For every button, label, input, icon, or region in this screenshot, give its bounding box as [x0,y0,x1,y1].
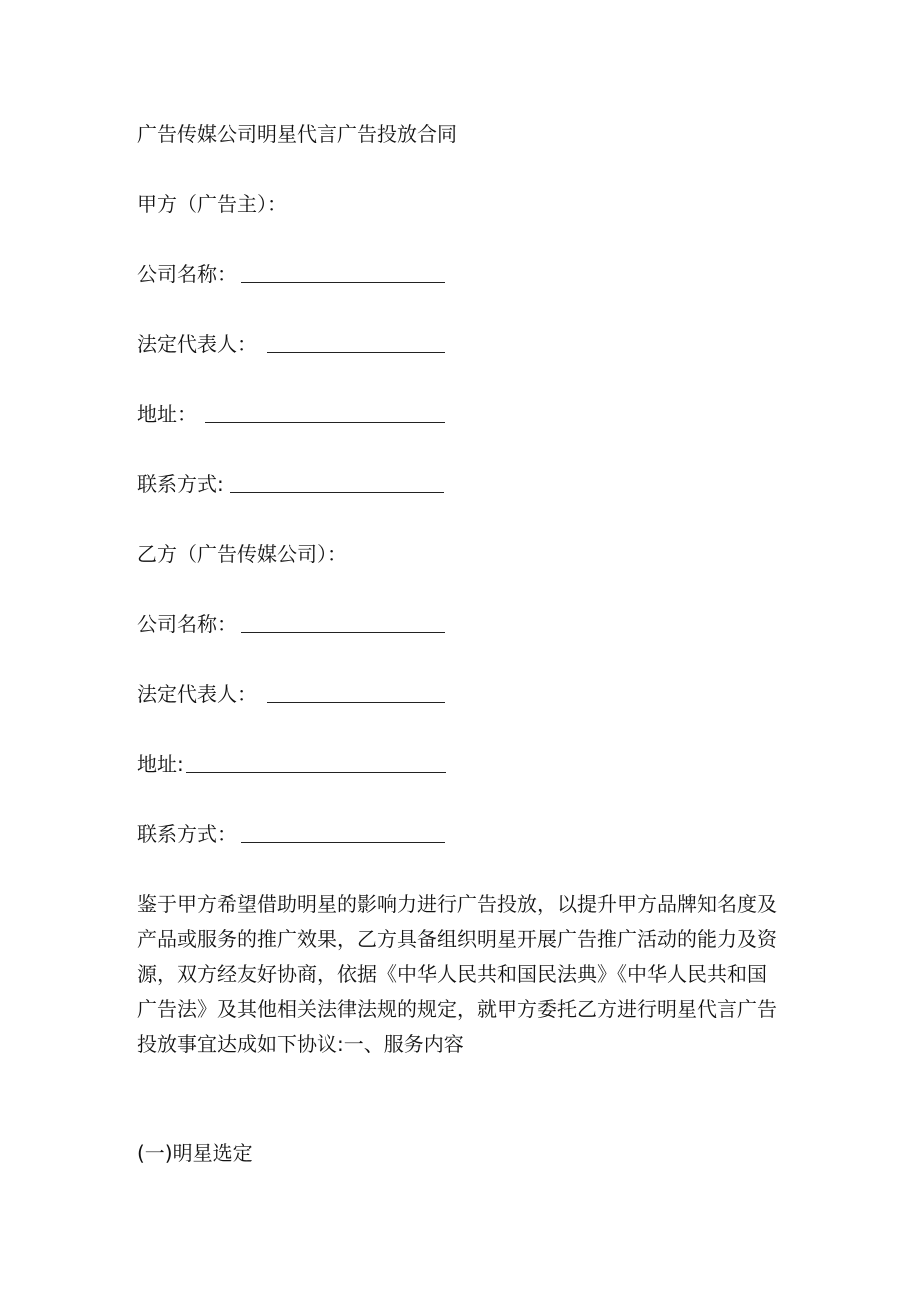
section-1-heading-text: (一)明星选定 [137,1141,253,1165]
party-a-address-blank[interactable] [205,404,445,423]
party-b-company-row [137,612,445,636]
party-b-address-label: 地址: [137,752,184,776]
party-a-company-label: 公司名称： [137,262,237,286]
contract-title [137,122,457,146]
party-a-company-row [137,262,445,286]
party-b-rep-blank[interactable] [267,684,445,703]
party-a-address-label: 地址： [137,402,197,426]
party-b-address-row [137,752,446,776]
party-b-contact-blank[interactable] [241,824,445,843]
preamble-paragraph [137,887,787,1062]
preamble-line: 广告法》及其他相关法律法规的规定，就甲方委托乙方进行明星代言广告 [137,997,777,1021]
party-b-heading [137,542,347,566]
party-b-rep-label: 法定代表人： [137,682,257,706]
party-a-rep-label: 法定代表人： [137,332,257,356]
party-b-heading-text: 乙方（广告传媒公司）： [137,542,347,566]
party-b-company-blank[interactable] [241,614,445,633]
party-a-rep-blank[interactable] [267,334,445,353]
party-b-contact-row [137,822,445,846]
preamble-line: 鉴于甲方希望借助明星的影响力进行广告投放，以提升甲方品牌知名度及 [137,892,777,916]
party-b-address-blank[interactable] [186,754,446,773]
party-a-contact-blank[interactable] [230,474,444,493]
preamble-line: 投放事宜达成如下协议:一、服务内容 [137,1032,464,1056]
party-a-heading [137,192,287,216]
party-b-company-label: 公司名称： [137,612,237,636]
party-b-rep-row [137,682,445,706]
party-b-contact-label: 联系方式： [137,822,237,846]
party-a-address-row [137,402,445,426]
preamble-line: 产品或服务的推广效果，乙方具备组织明星开展广告推广活动的能力及资 [137,927,777,951]
section-1-heading [137,1141,253,1165]
party-a-heading-text: 甲方（广告主）： [137,192,287,216]
contract-title-text: 广告传媒公司明星代言广告投放合同 [137,122,457,146]
preamble-line: 源，双方经友好协商，依据《中华人民共和国民法典》《中华人民共和国 [137,962,767,986]
party-a-rep-row [137,332,445,356]
party-a-contact-label: 联系方式: [137,472,224,496]
party-a-company-blank[interactable] [241,264,445,283]
party-a-contact-row [137,472,444,496]
